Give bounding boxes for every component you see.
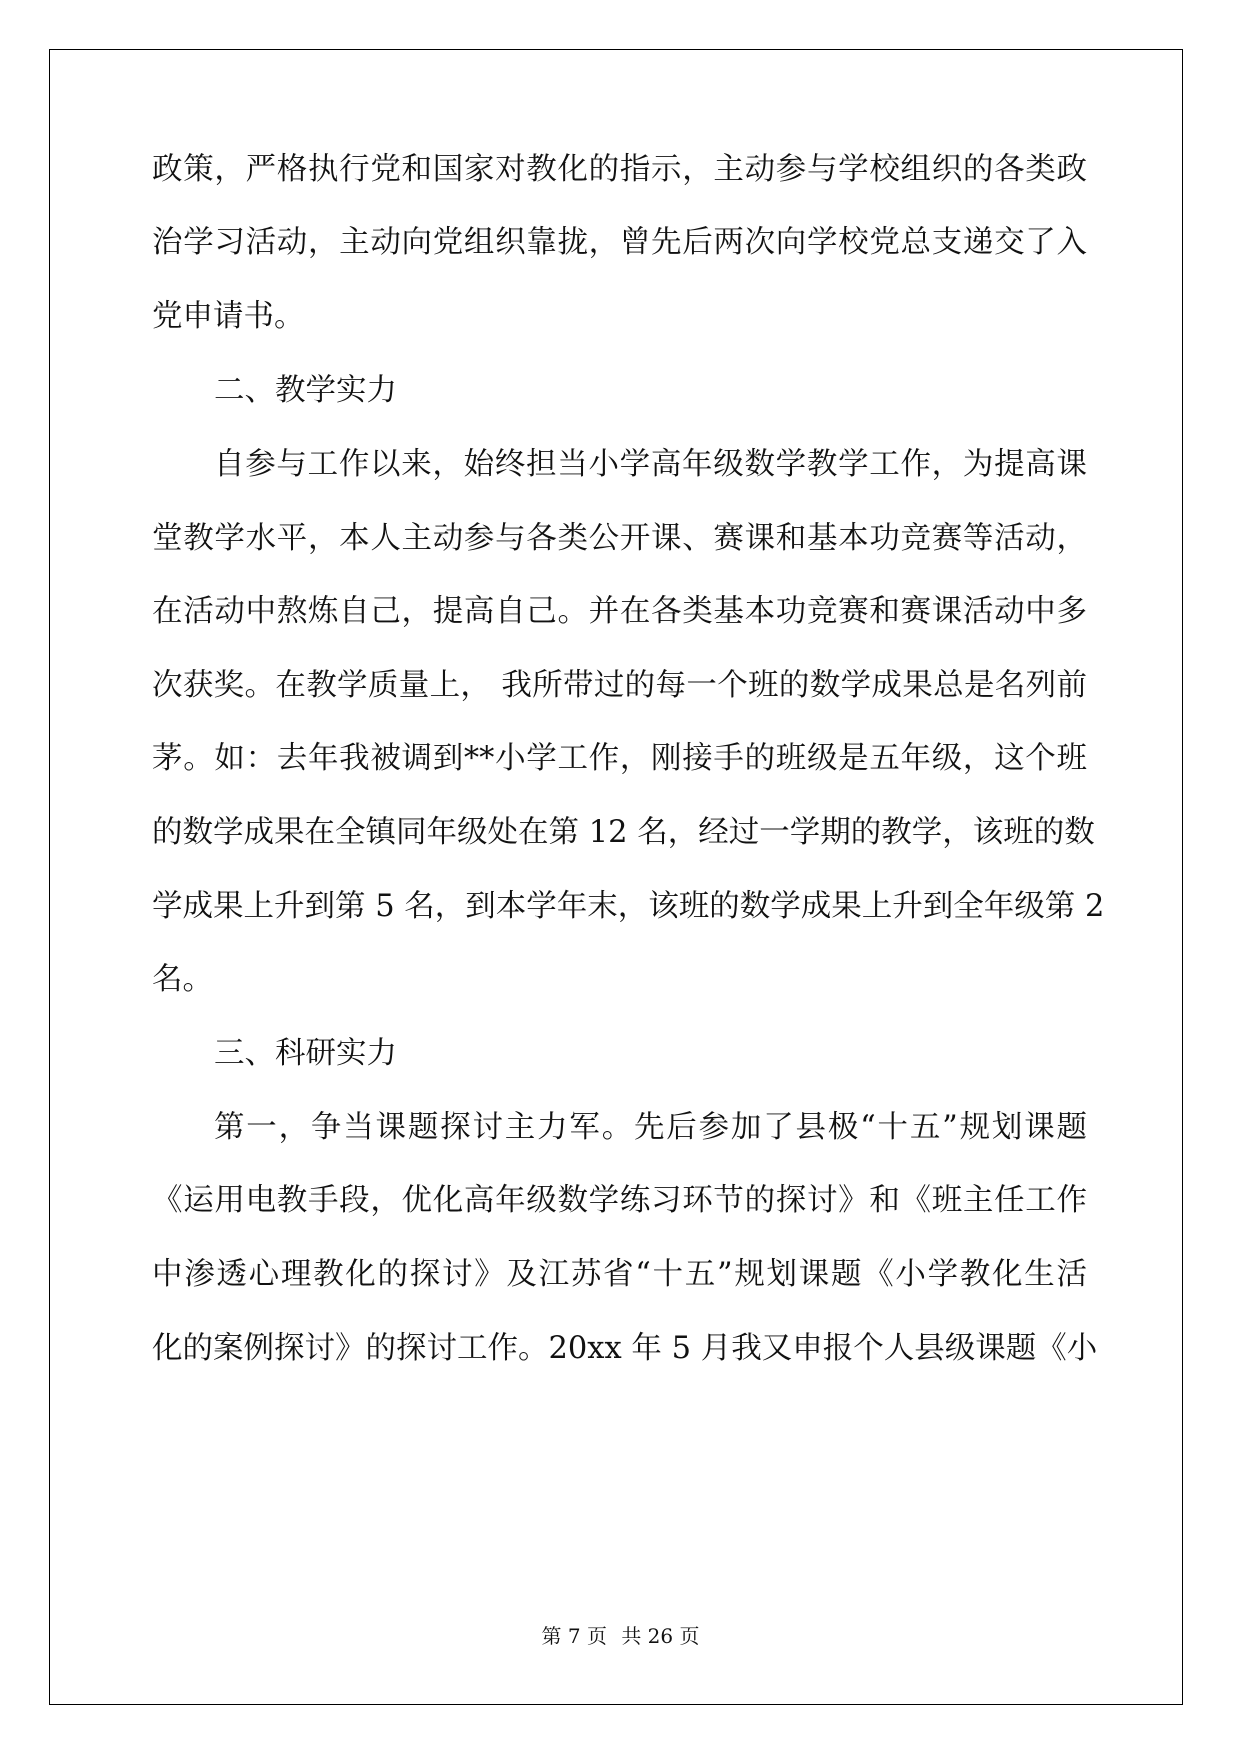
text-line: 自参与工作以来，始终担当小学高年级数学教学工作，为提高课 xyxy=(214,447,1087,482)
text-line: 中渗透心理教化的探讨》及江苏省“十五”规划课题《小学教化生活 xyxy=(152,1257,1087,1292)
text-line: 化的案例探讨》的探讨工作。20xx 年 5 月我又申报个人县级课题《小 xyxy=(152,1331,1098,1366)
text-line: 政策，严格执行党和国家对教化的指示，主动参与学校组织的各类政 xyxy=(152,152,1087,187)
text-line: 次获奖。在教学质量上， 我所带过的每一个班的数学成果总是名列前 xyxy=(152,668,1087,703)
text-line: 第一，争当课题探讨主力军。先后参加了县极“十五”规划课题 xyxy=(214,1110,1087,1145)
page-border xyxy=(49,49,1183,1705)
text-line: 茅。如：去年我被调到**小学工作，刚接手的班级是五年级，这个班 xyxy=(152,741,1087,776)
text-line: 《运用电教手段，优化高年级数学练习环节的探讨》和《班主任工作 xyxy=(152,1183,1087,1218)
text-line: 堂教学水平，本人主动参与各类公开课、赛课和基本功竞赛等活动， xyxy=(152,521,1087,556)
section-heading: 二、教学实力 xyxy=(214,373,397,408)
page-total: 共 26 页 xyxy=(621,1624,700,1648)
text-line: 学成果上升到第 5 名，到本学年末，该班的数学成果上升到全年级第 2 xyxy=(152,889,1105,924)
section-heading: 三、科研实力 xyxy=(214,1036,397,1071)
text-line: 的数学成果在全镇同年级处在第 12 名，经过一学期的教学，该班的数 xyxy=(152,815,1095,850)
text-line: 治学习活动，主动向党组织靠拢，曾先后两次向学校党总支递交了入 xyxy=(152,225,1087,260)
text-line: 名。 xyxy=(152,962,213,997)
page-number: 第 7 页 xyxy=(541,1624,607,1648)
text-line: 党申请书。 xyxy=(152,299,305,334)
text-line: 在活动中熬炼自己，提高自己。并在各类基本功竞赛和赛课活动中多 xyxy=(152,594,1087,629)
page-footer xyxy=(0,1620,1241,1649)
